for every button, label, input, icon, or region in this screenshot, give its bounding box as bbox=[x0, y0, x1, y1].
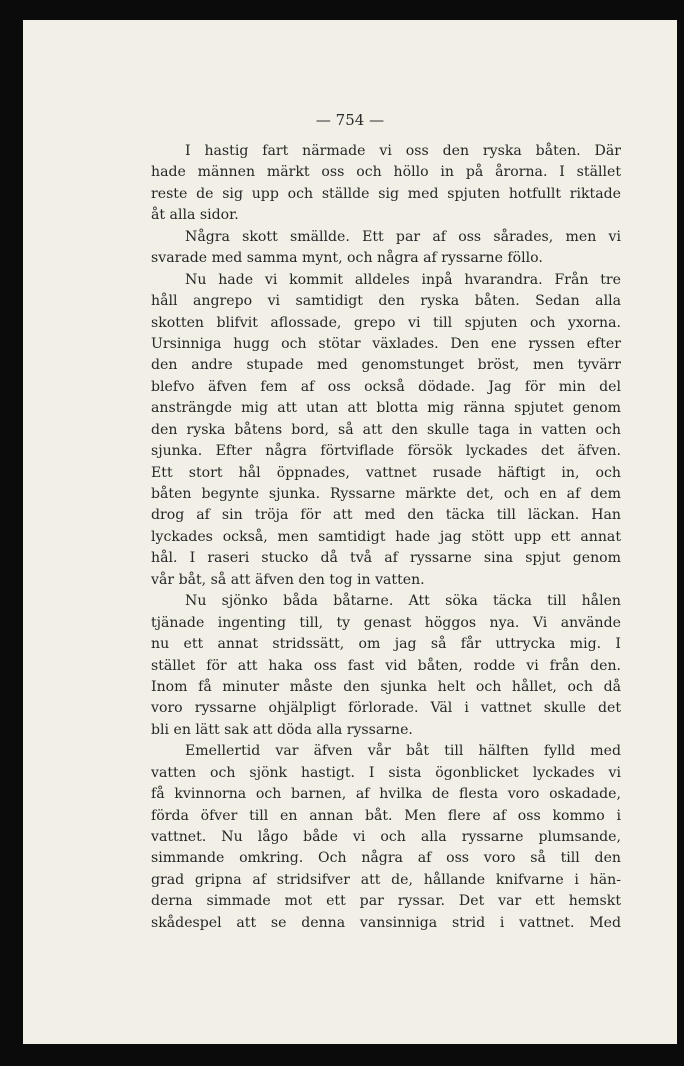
book-page bbox=[23, 20, 677, 1044]
text-line: voro ryssarne ohjälpligt förlorade. Väl i vattnet skulle det bbox=[151, 700, 621, 717]
body-text bbox=[151, 141, 621, 934]
text-line: stället för att haka oss fast vid båten, rodde vi från den. bbox=[151, 657, 621, 674]
text-line: Några skott smällde. Ett par af oss sårades, men vi bbox=[185, 228, 621, 245]
text-line: grad gripna af stridsifver att de, hållande knifvarne i hän- bbox=[151, 871, 621, 888]
text-line: den andre stupade med genomstunget bröst, men tyvärr bbox=[151, 357, 621, 374]
text-line: I hastig fart närmade vi oss den ryska båten. Där bbox=[185, 143, 621, 159]
text-line: simmande omkring. Och några af oss voro så till den bbox=[151, 850, 621, 867]
text-line: tjänade ingenting till, ty genast höggos nya. Vi använde bbox=[151, 614, 621, 631]
text-line: sjunka. Efter några förtviflade försök lyckades det äfven. bbox=[151, 443, 621, 460]
text-line: lyckades också, men samtidigt hade jag stött upp ett annat bbox=[151, 528, 621, 545]
text-line: Ursinniga hugg och stötar växlades. Den ene ryssen efter bbox=[151, 335, 621, 352]
text-line: svarade med samma mynt, och några af ryssarne föllo. bbox=[151, 250, 543, 267]
text-line: hade männen märkt oss och höllo in på årorna. I stället bbox=[151, 164, 621, 181]
text-line: Emellertid var äfven vår båt till hälften fylld med bbox=[185, 743, 621, 760]
text-line: drog af sin tröja för att med den täcka till läckan. Han bbox=[151, 507, 621, 524]
text-line: skotten blifvit aflossade, grepo vi till spjuten och yxorna. bbox=[151, 314, 621, 331]
text-line: vattnet. Nu lågo både vi och alla ryssarne plumsande, bbox=[151, 829, 621, 845]
text-line: nu ett annat stridssätt, om jag så får uttrycka mig. I bbox=[151, 636, 621, 653]
text-line: hål. I raseri stucko då två af ryssarne sina spjut genom bbox=[151, 550, 621, 567]
text-line: bli en lätt sak att döda alla ryssarne. bbox=[151, 721, 413, 738]
text-line: båten begynte sjunka. Ryssarne märkte det, och en af dem bbox=[151, 486, 621, 502]
text-line: Nu hade vi kommit alldeles inpå hvarandra. Från tre bbox=[185, 271, 621, 288]
text-line: derna simmade mot ett par ryssar. Det var ett hemskt bbox=[151, 893, 621, 910]
text-line: den ryska båtens bord, så att den skulle taga in vatten och bbox=[151, 421, 621, 438]
text-line: blefvo äfven fem af oss också dödade. Jag för min del bbox=[151, 378, 621, 395]
text-line: skådespel att se denna vansinniga strid i vattnet. Med bbox=[151, 914, 621, 931]
text-line: håll angrepo vi samtidigt den ryska båten. Sedan alla bbox=[151, 293, 621, 310]
text-line: Nu sjönko båda båtarne. Att söka täcka till hålen bbox=[185, 593, 621, 610]
text-line: ansträngde mig att utan att blotta mig ränna spjutet genom bbox=[151, 400, 621, 417]
text-line: reste de sig upp och ställde sig med spjuten hotfullt riktade bbox=[151, 185, 621, 202]
text-line: Ett stort hål öppnades, vattnet rusade häftigt in, och bbox=[151, 464, 621, 481]
page-number: — 754 — bbox=[315, 111, 385, 129]
text-line: åt alla sidor. bbox=[151, 207, 239, 224]
text-line: förda öfver till en annan båt. Men flere af oss kommo i bbox=[151, 807, 621, 824]
text-line: få kvinnorna och barnen, af hvilka de flesta voro oskadade, bbox=[151, 786, 621, 803]
text-line: Inom få minuter måste den sjunka helt och hållet, och då bbox=[151, 678, 621, 695]
text-line: vår båt, så att äfven den tog in vatten. bbox=[151, 571, 425, 588]
text-line: vatten och sjönk hastigt. I sista ögonblicket lyckades vi bbox=[151, 764, 621, 781]
